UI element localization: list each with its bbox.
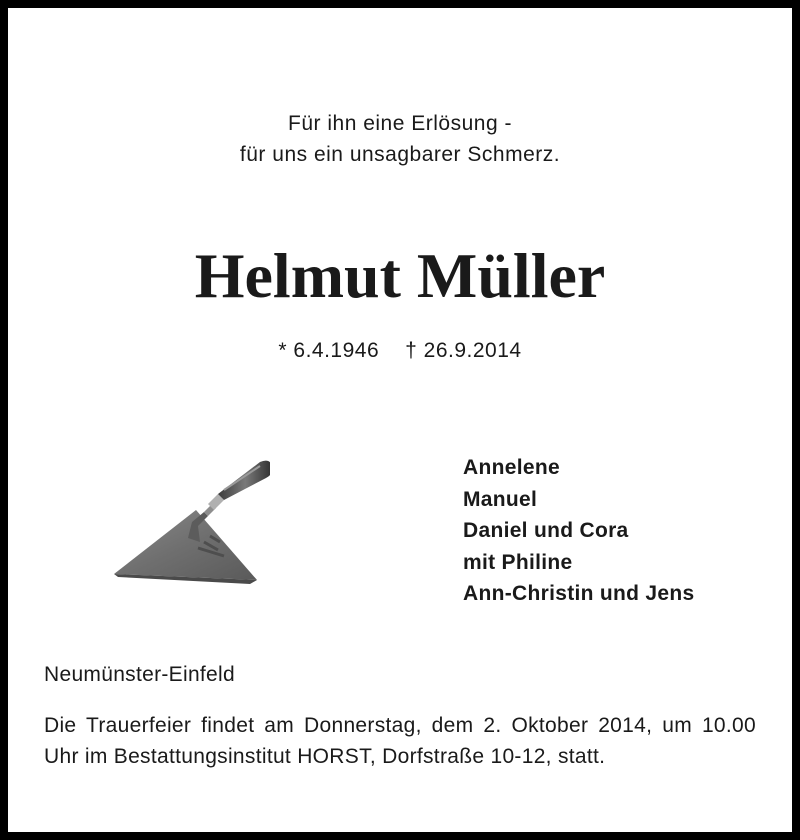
place-name: Neumünster-Einfeld <box>44 663 235 686</box>
mourner-name: Ann-Christin und Jens <box>463 582 695 605</box>
verse <box>8 108 792 170</box>
deceased-name: Helmut Müller <box>194 240 606 311</box>
funeral-service-text: Die Trauerfeier findet am Donnerstag, dem 2. Oktober 2014, um 10.00 Uhr im Bestattungsinstitut HORST, Dorfstraße 10-12, statt. <box>44 714 756 768</box>
mourner-name: Daniel und Cora <box>463 519 629 542</box>
mourners-list <box>463 452 694 610</box>
verse-line: Für ihn eine Erlösung - <box>288 112 512 135</box>
life-dates <box>8 336 792 366</box>
death-date: † 26.9.2014 <box>405 339 522 362</box>
mourner-name: mit Philine <box>463 550 573 574</box>
mourner-name: Manuel <box>463 487 538 511</box>
trowel-icon <box>100 446 270 596</box>
verse-line: für uns ein unsagbarer Schmerz. <box>239 143 561 166</box>
mourner-name: Annelene <box>463 456 560 479</box>
birth-date: * 6.4.1946 <box>278 339 380 362</box>
